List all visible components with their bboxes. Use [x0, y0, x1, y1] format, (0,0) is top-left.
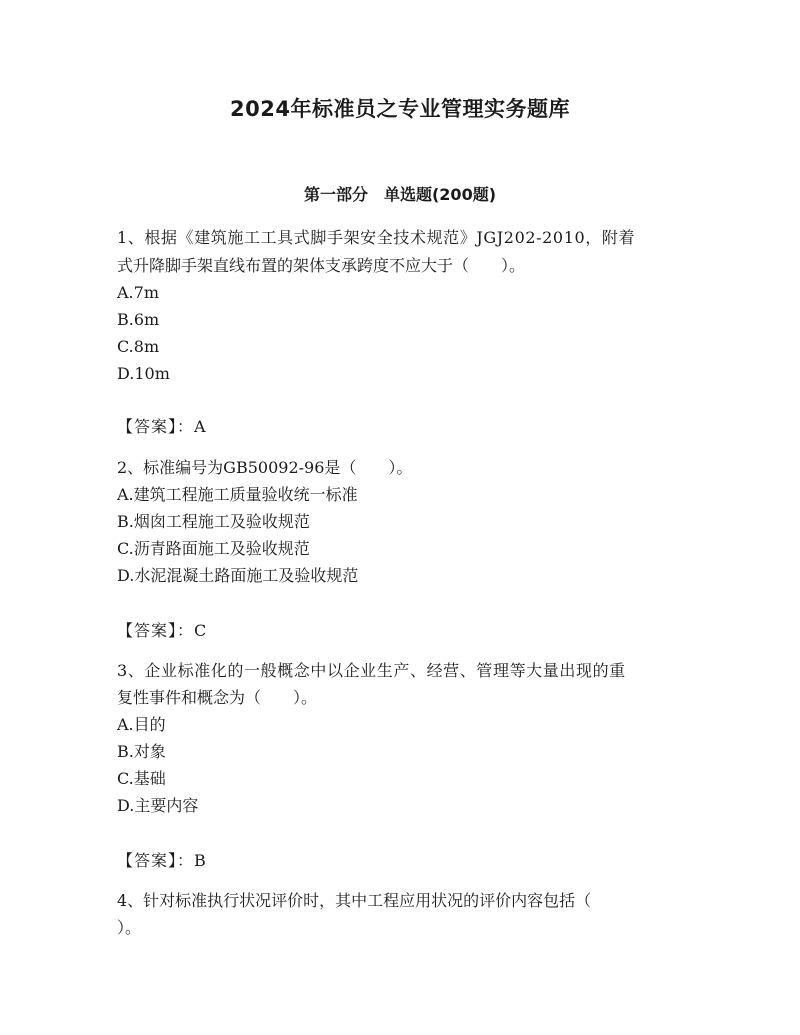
question-1-option-a: A.7m [117, 283, 159, 302]
question-1-option-c: C.8m [117, 337, 160, 356]
question-4-stem-line-2: ）。 [117, 918, 142, 937]
question-3-option-b: B.对象 [117, 742, 166, 761]
question-3-option-c: C.基础 [117, 769, 166, 788]
question-2-option-a: A.建筑工程施工质量验收统一标准 [117, 485, 358, 504]
answer-label: 【答案】： [117, 621, 195, 640]
answer-label: 【答案】： [117, 851, 195, 870]
question-1-stem-line-1: 1、根据《建筑施工工具式脚手架安全技术规范》JGJ202-2010，附着 [117, 228, 636, 247]
question-1-stem-line-2: 式升降脚手架直线布置的架体支承跨度不应大于（ ）。 [117, 256, 526, 275]
question-2-option-b: B.烟囱工程施工及验收规范 [117, 512, 310, 531]
answer-label: 【答案】： [117, 417, 195, 436]
question-3-answer [117, 850, 206, 872]
question-2-answer [117, 620, 206, 642]
question-3-stem-line-2: 复性事件和概念为（ ）。 [117, 688, 318, 707]
section-heading: 第一部分 单选题(200题) [303, 185, 497, 204]
question-2-option-d: D.水泥混凝土路面施工及验收规范 [117, 566, 359, 585]
question-2-stem-line-1: 2、标准编号为GB50092-96是（ ）。 [117, 458, 413, 477]
question-3-stem-line-1: 3、企业标准化的一般概念中以企业生产、经营、管理等大量出现的重 [117, 661, 626, 680]
question-2-option-c: C.沥青路面施工及验收规范 [117, 539, 310, 558]
question-1-option-d: D.10m [117, 364, 170, 383]
question-1-answer [117, 416, 206, 438]
question-4-stem-line-1: 4、针对标准执行状况评价时，其中工程应用状况的评价内容包括（ [117, 891, 592, 910]
page-title: 2024年标准员之专业管理实务题库 [230, 97, 570, 121]
answer-value: B [194, 851, 206, 870]
answer-value: C [194, 621, 207, 640]
question-3-option-a: A.目的 [117, 715, 166, 734]
question-3-option-d: D.主要内容 [117, 796, 199, 815]
answer-value: A [194, 417, 206, 436]
question-1-option-b: B.6m [117, 310, 160, 329]
